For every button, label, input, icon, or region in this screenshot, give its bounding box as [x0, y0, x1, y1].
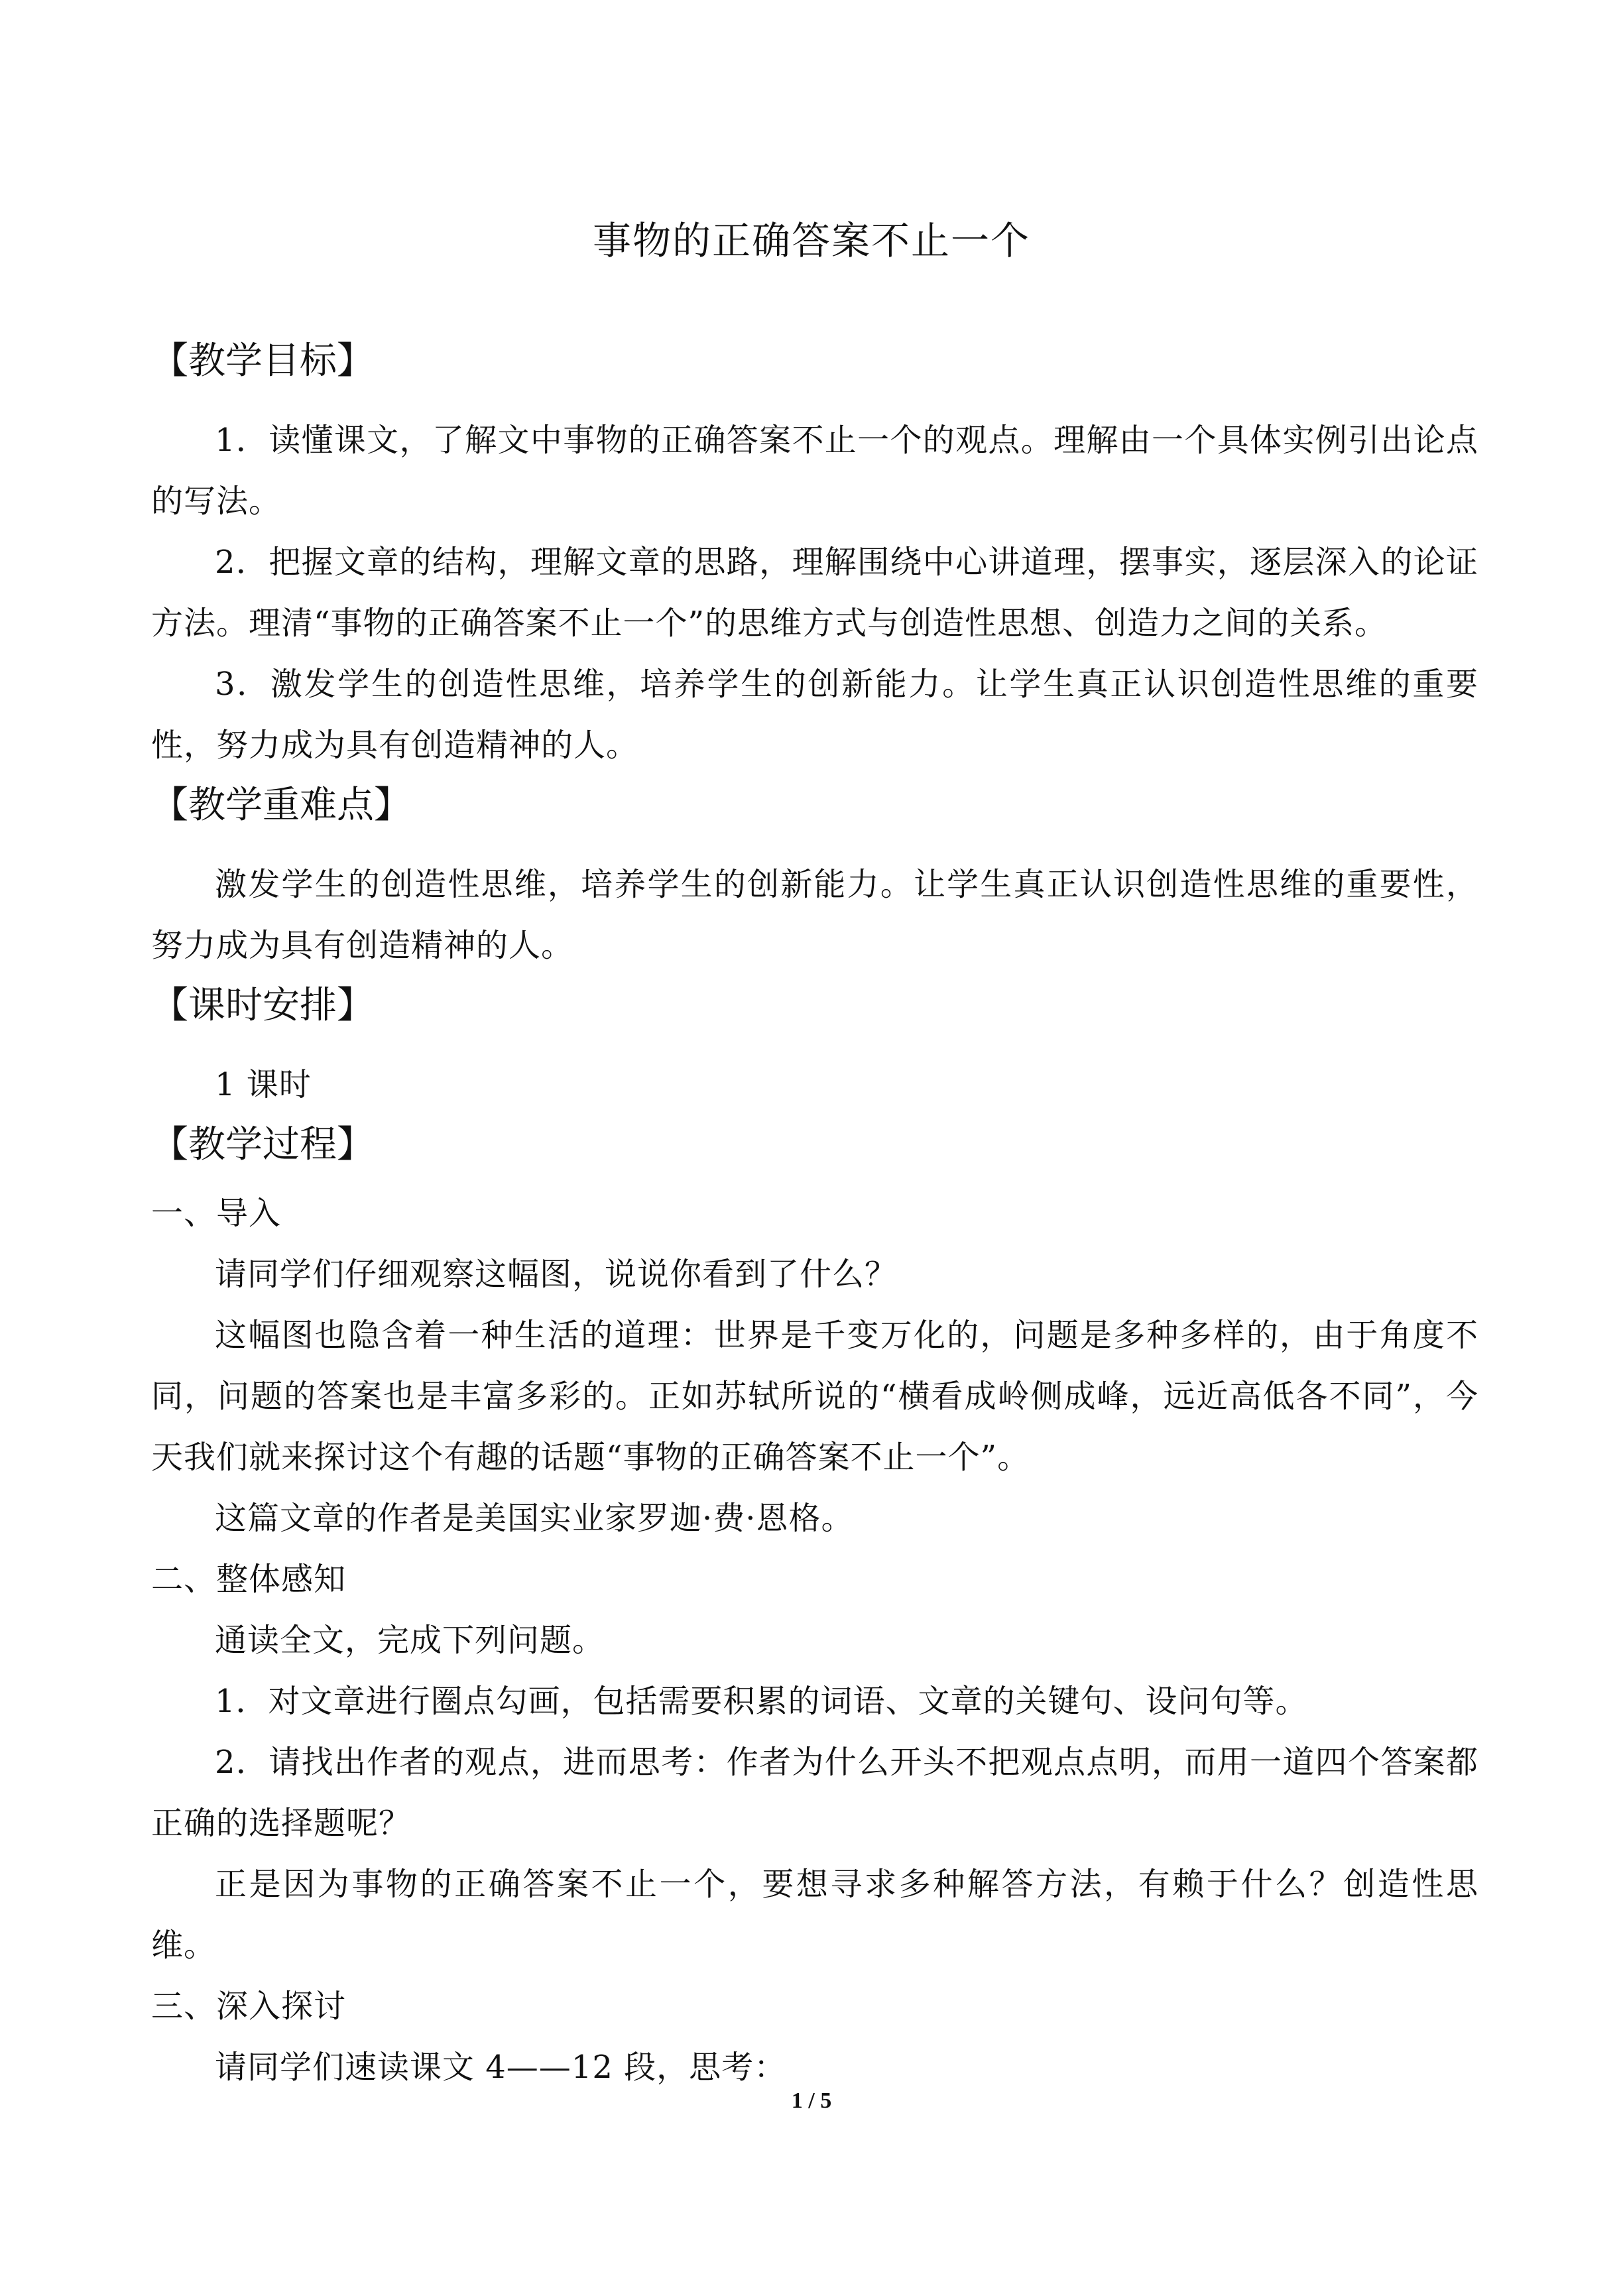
document-body: [151, 332, 1478, 2098]
section-heading-process: 【教学过程】: [151, 1123, 374, 1166]
page-number: 1 / 5: [791, 2088, 832, 2113]
process-part2-para-3: 2．请找出作者的观点，进而思考：作者为什么开头不把观点点明，而用一道四个答案都正确的选择题呢？: [151, 1744, 1478, 1842]
section-heading-schedule: 【课时安排】: [151, 984, 374, 1027]
goal-item-3: 3．激发学生的创造性思维，培养学生的创新能力。让学生真正认识创造性思维的重要性，努力成为具有创造精神的人。: [151, 666, 1478, 764]
process-part1-para-3: 这篇文章的作者是美国实业家罗迦·费·恩格。: [215, 1500, 854, 1537]
process-part2-para-4: 正是因为事物的正确答案不止一个，要想寻求多种解答方法，有赖于什么？创造性思维。: [151, 1866, 1478, 1964]
section-heading-key-points: 【教学重难点】: [151, 784, 411, 827]
process-part2-para-2: 1．对文章进行圈点勾画，包括需要积累的词语、文章的关键句、设问句等。: [215, 1683, 1308, 1720]
process-part3-title: 三、深入探讨: [151, 1988, 347, 2025]
page-title: 事物的正确答案不止一个: [592, 218, 1030, 263]
key-points-text: 激发学生的创造性思维，培养学生的创新能力。让学生真正认识创造性思维的重要性，努力成为具有创造精神的人。: [151, 866, 1478, 964]
process-part2-title: 二、整体感知: [151, 1561, 347, 1598]
goal-item-1: 1．读懂课文，了解文中事物的正确答案不止一个的观点。理解由一个具体实例引出论点的写法。: [151, 422, 1478, 520]
section-heading-goals: 【教学目标】: [151, 339, 374, 383]
process-part1-para-1: 请同学们仔细观察这幅图，说说你看到了什么？: [215, 1256, 898, 1293]
schedule-text: 1 课时: [215, 1066, 312, 1103]
process-part2-para-1: 通读全文，完成下列问题。: [215, 1622, 605, 1659]
process-part3-para-1: 请同学们速读课文 4——12 段，思考：: [215, 2049, 787, 2086]
process-part1-para-2: 这幅图也隐含着一种生活的道理：世界是千变万化的，问题是多种多样的，由于角度不同，问题的答案也是丰富多彩的。正如苏轼所说的“横看成岭侧成峰，远近高低各不同”，今天我们就来探讨这个有趣的话题“事物的正确答案不止一个”。: [151, 1317, 1478, 1476]
goal-item-2: 2．把握文章的结构，理解文章的思路，理解围绕中心讲道理，摆事实，逐层深入的论证方法。理清“事物的正确答案不止一个”的思维方式与创造性思想、创造力之间的关系。: [151, 544, 1478, 642]
process-part1-title: 一、导入: [151, 1195, 282, 1232]
